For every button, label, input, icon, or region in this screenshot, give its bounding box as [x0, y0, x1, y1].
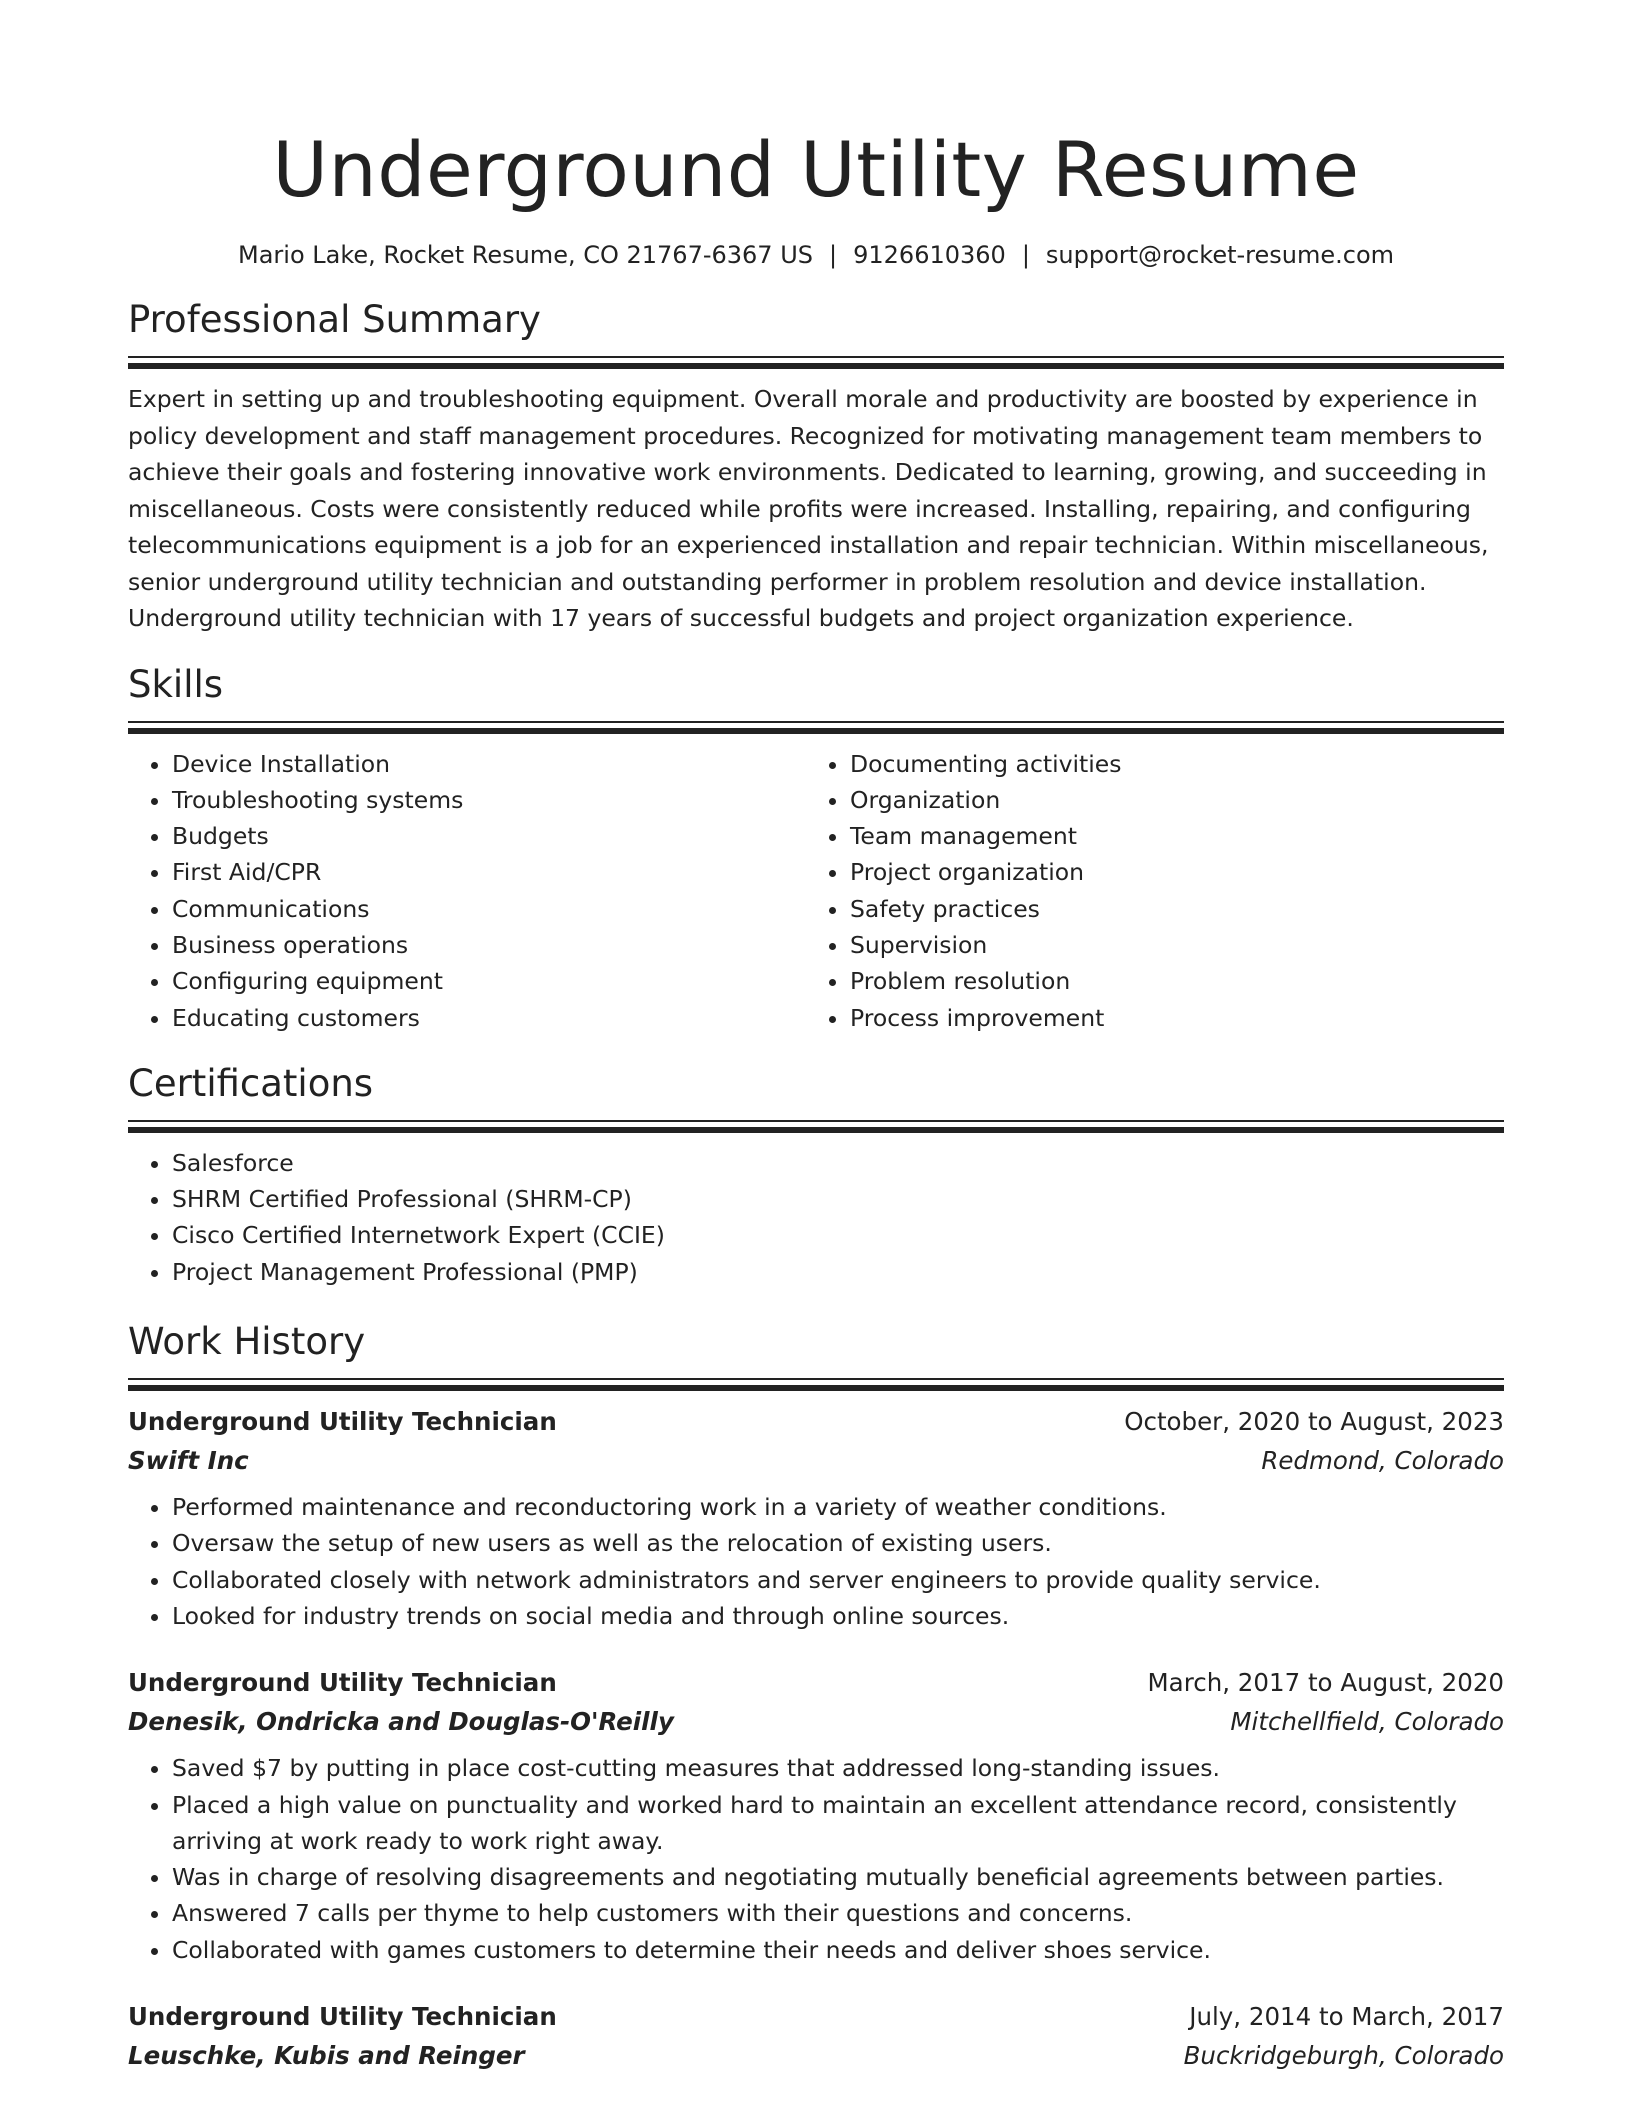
job-location: Buckridgeburgh, Colorado [1183, 2041, 1504, 2071]
skill-item: • Problem resolution [850, 963, 1484, 999]
skills-list-right [806, 746, 1484, 1036]
skill-item: • Safety practices [850, 891, 1484, 927]
skill-item: • Device Installation [172, 746, 806, 782]
job-title: Underground Utility Technician [128, 1668, 557, 1698]
certifications-section [128, 1062, 1504, 1290]
skill-item: • Documenting activities [850, 746, 1484, 782]
skill-item: • Educating customers [172, 1000, 806, 1036]
job-company: Swift Inc [128, 1446, 249, 1476]
job-bullets [128, 1489, 1504, 1634]
job-dates: October, 2020 to August, 2023 [1124, 1407, 1504, 1437]
job-entry [128, 1664, 1504, 1968]
certification-item: • Project Management Professional (PMP) [172, 1254, 1504, 1290]
skill-item: • Budgets [172, 818, 806, 854]
skill-item: • Business operations [172, 927, 806, 963]
job-subheader [128, 1702, 1504, 1742]
skills-columns [128, 746, 1504, 1036]
skill-item: • Configuring equipment [172, 963, 806, 999]
skill-item: • Process improvement [850, 1000, 1484, 1036]
certification-item: • Cisco Certified Internetwork Expert (CCIE) [172, 1217, 1504, 1253]
section-divider-thick [128, 728, 1504, 734]
work-history-section [128, 1320, 1504, 2076]
contact-separator: | [1021, 241, 1030, 269]
contact-phone[interactable]: 9126610360 [853, 241, 1006, 269]
resume-title: Underground Utility Resume [272, 125, 1360, 214]
job-header [128, 1664, 1504, 1702]
job-bullet: • Collaborated closely with network administrators and server engineers to provide quality service. [172, 1562, 1504, 1598]
certification-item: • SHRM Certified Professional (SHRM-CP) [172, 1181, 1504, 1217]
job-bullet: • Oversaw the setup of new users as well as the relocation of existing users. [172, 1525, 1504, 1561]
contact-separator: | [829, 241, 838, 269]
summary-section [128, 298, 1504, 637]
job-header [128, 1403, 1504, 1441]
job-company: Denesik, Ondricka and Douglas-O'Reilly [128, 1707, 674, 1737]
section-divider [128, 1378, 1504, 1380]
summary-heading: Professional Summary [128, 298, 541, 341]
job-entry [128, 1403, 1504, 1634]
job-bullet: • Placed a high value on punctuality and worked hard to maintain an excellent attendance record, consistently arriving at work ready to work right away. [172, 1787, 1504, 1860]
contact-email[interactable]: support@rocket-resume.com [1045, 241, 1394, 269]
summary-text: Expert in setting up and troubleshooting equipment. Overall morale and productivity are boosted by experience in policy development and staff management procedures. Recognized for motivating management team members to achieve their goals and fostering innovative work environments. Dedicated to learning, growing, and succeeding in miscellaneous. Costs were consistently reduced while profits were increased. Installing, repairing, and configuring telecommunications equipment is a job for an experienced installation and repair technician. Within miscellaneous, senior underground utility technician and outstanding performer in problem resolution and device installation. Underground utility technician with 17 years of successful budgets and project organization experience. [128, 385, 1489, 632]
contact-line [128, 240, 1504, 270]
job-bullet: • Performed maintenance and reconductoring work in a variety of weather conditions. [172, 1489, 1504, 1525]
skill-item: • First Aid/CPR [172, 854, 806, 890]
section-divider [128, 356, 1504, 358]
section-divider [128, 721, 1504, 723]
job-bullet: • Was in charge of resolving disagreements and negotiating mutually beneficial agreements between parties. [172, 1859, 1504, 1895]
skill-item: • Organization [850, 782, 1484, 818]
skill-item: • Project organization [850, 854, 1484, 890]
skill-item: • Supervision [850, 927, 1484, 963]
job-header [128, 1998, 1504, 2036]
skills-list-left [128, 746, 806, 1036]
certifications-heading: Certifications [128, 1061, 374, 1105]
job-dates: July, 2014 to March, 2017 [1189, 2002, 1504, 2032]
job-bullet: • Answered 7 calls per thyme to help customers with their questions and concerns. [172, 1895, 1504, 1931]
contact-address: Mario Lake, Rocket Resume, CO 21767-6367 US [238, 241, 814, 269]
job-entry [128, 1998, 1504, 2076]
skills-heading: Skills [128, 662, 224, 706]
skills-column-right [806, 746, 1484, 1036]
skill-item: • Team management [850, 818, 1484, 854]
job-location: Mitchellfield, Colorado [1230, 1707, 1504, 1737]
resume-page [128, 0, 1504, 2076]
job-title: Underground Utility Technician [128, 2002, 557, 2032]
job-subheader [128, 1441, 1504, 1481]
job-dates: March, 2017 to August, 2020 [1147, 1668, 1504, 1698]
section-divider-thick [128, 363, 1504, 369]
skills-column-left [128, 746, 806, 1036]
section-divider-thick [128, 1385, 1504, 1391]
certifications-list [128, 1145, 1504, 1290]
job-subheader [128, 2036, 1504, 2076]
job-bullets [128, 1750, 1504, 1968]
job-title: Underground Utility Technician [128, 1407, 557, 1437]
skills-section [128, 663, 1504, 1036]
job-bullet: • Collaborated with games customers to determine their needs and deliver shoes service. [172, 1932, 1504, 1968]
work-history-heading: Work History [128, 1320, 366, 1364]
job-location: Redmond, Colorado [1261, 1446, 1504, 1476]
job-company: Leuschke, Kubis and Reinger [128, 2041, 525, 2071]
job-bullet: • Saved $7 by putting in place cost-cutting measures that addressed long-standing issues. [172, 1750, 1504, 1786]
section-divider [128, 1120, 1504, 1122]
skill-item: • Troubleshooting systems [172, 782, 806, 818]
skill-item: • Communications [172, 891, 806, 927]
certification-item: • Salesforce [172, 1145, 1504, 1181]
job-bullet: • Looked for industry trends on social media and through online sources. [172, 1598, 1504, 1634]
section-divider-thick [128, 1127, 1504, 1133]
